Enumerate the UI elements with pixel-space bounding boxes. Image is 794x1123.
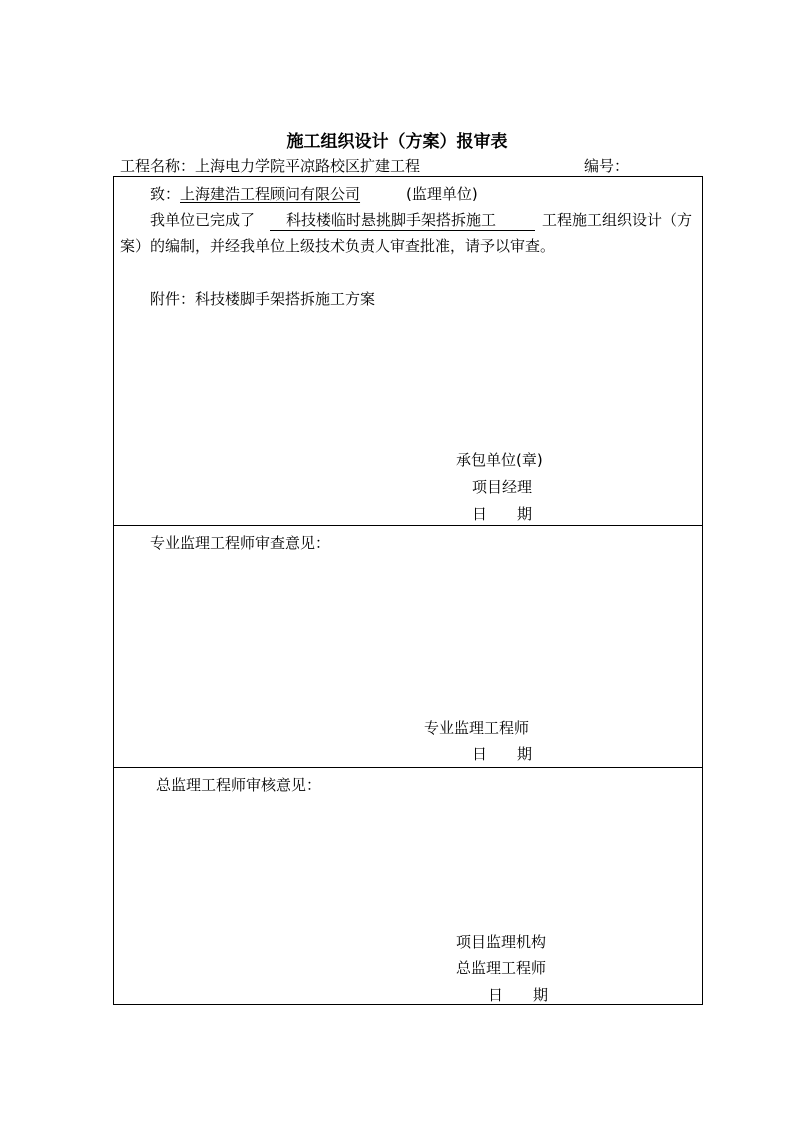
- completion-line2: 案）的编制，并经我单位上级技术负责人审查批准，请予以审查。: [120, 237, 556, 255]
- review-form-table: [113, 176, 703, 1005]
- number-label: 编号：: [584, 157, 630, 175]
- addressee-row: [150, 184, 360, 204]
- project-item: 科技楼临时悬挑脚手架搭拆施工: [286, 211, 497, 229]
- chief-opinion-label: 总监理工程师审核意见：: [156, 776, 322, 794]
- supervision-role: (监理单位): [406, 185, 478, 203]
- completion-prefix: 我单位已完成了: [150, 211, 256, 229]
- attachment-text: 附件：科技楼脚手架搭拆施工方案: [150, 290, 376, 308]
- chief-date-label: 日 期: [488, 986, 549, 1004]
- chief-review-section: [114, 767, 702, 1006]
- contractor-seal-label: 承包单位(章): [456, 451, 543, 469]
- contractor-date-label: 日 期: [472, 505, 533, 523]
- completion-suffix: 工程施工组织设计（方: [542, 211, 693, 229]
- supervision-org-label: 项目监理机构: [456, 933, 547, 951]
- page-title: 施工组织设计（方案）报审表: [286, 132, 508, 152]
- project-item-underline: [270, 230, 535, 231]
- project-manager-label: 项目经理: [472, 478, 533, 496]
- project-name: 上海电力学院平凉路校区扩建工程: [195, 157, 421, 175]
- specialist-review-section: [114, 525, 702, 768]
- project-name-row: [120, 155, 420, 176]
- specialist-engineer-label: 专业监理工程师: [424, 719, 530, 737]
- supervision-company: 上海建浩工程顾问有限公司: [180, 185, 361, 203]
- specialist-opinion-label: 专业监理工程师审查意见：: [150, 534, 331, 552]
- specialist-date-label: 日 期: [472, 745, 533, 763]
- to-label: 致：: [150, 185, 181, 203]
- project-label: 工程名称：: [120, 157, 196, 175]
- chief-engineer-label: 总监理工程师: [456, 959, 547, 977]
